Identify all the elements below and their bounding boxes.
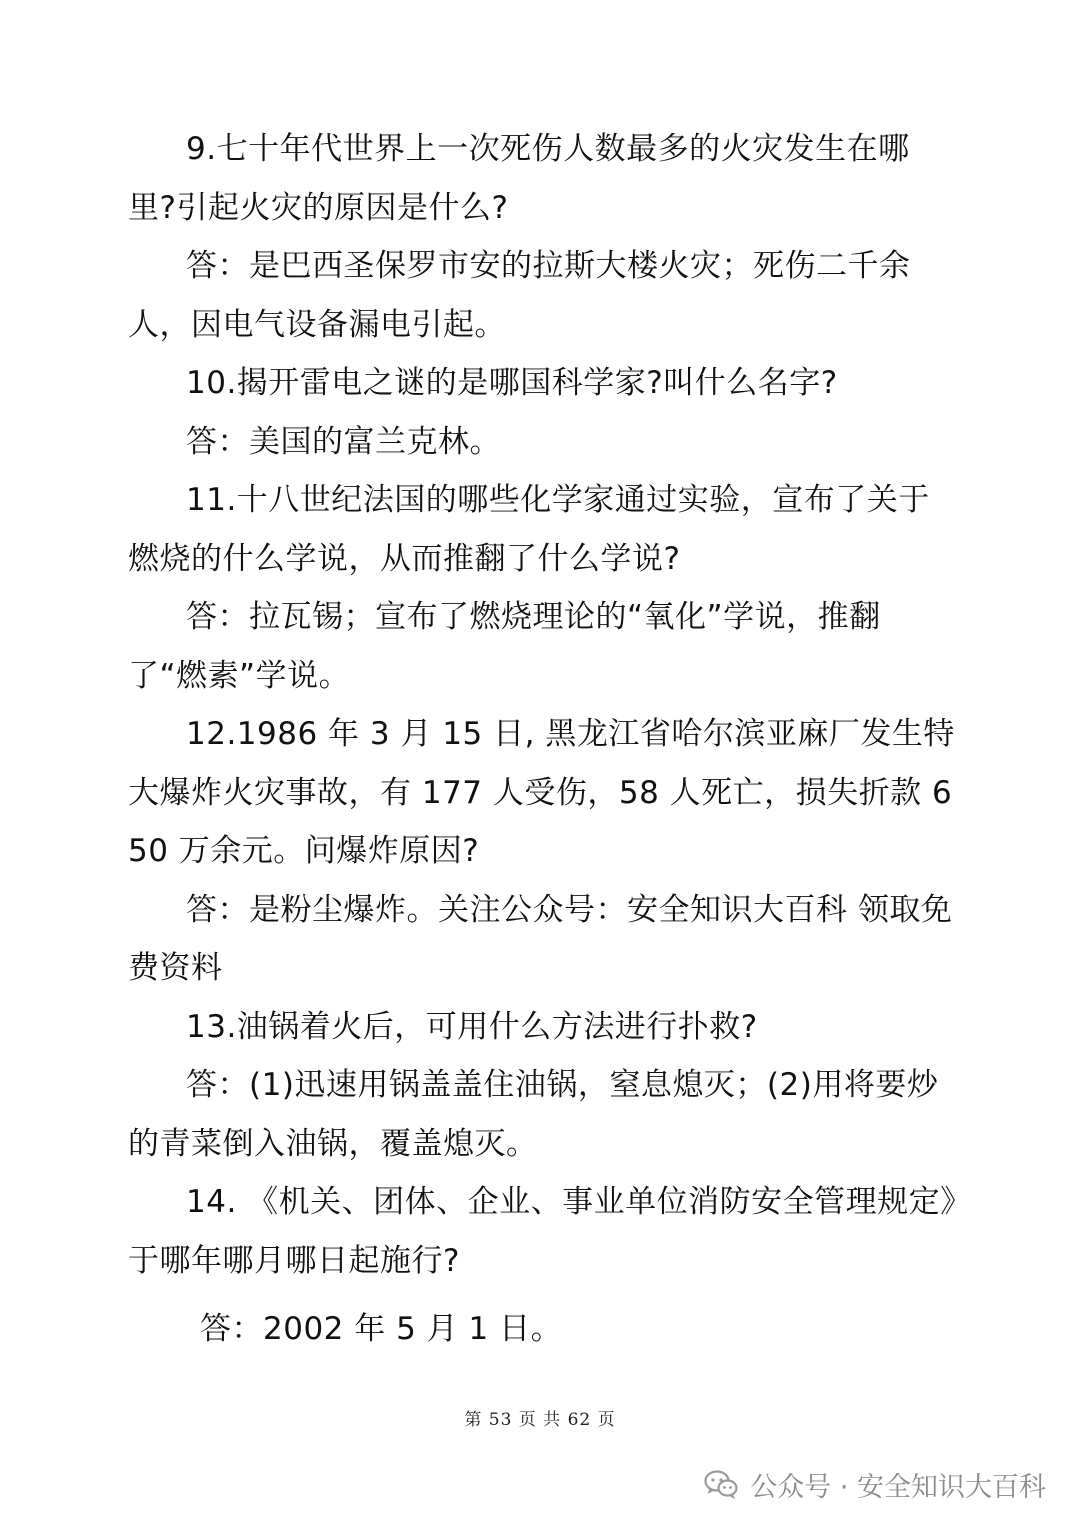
watermark (704, 1462, 1046, 1506)
paragraph-a14: 答：2002 年 5 月 1 日。 (200, 1311, 563, 1347)
paragraph-q9: 9.七十年代世界上一次死伤人数最多的火灾发生在哪里?引起火灾的原因是什么? (128, 131, 910, 226)
paragraph-a12: 答：是粉尘爆炸。关注公众号：安全知识大百科 领取免费资料 (128, 891, 953, 986)
paragraph-a10: 答：美国的富兰克林。 (186, 423, 501, 460)
paragraph-a13: 答：(1)迅速用锅盖盖住油锅，窒息熄灭；(2)用将要炒的青菜倒入油锅，覆盖熄灭。 (128, 1067, 939, 1162)
paragraph-q11: 11.十八世纪法国的哪些化学家通过实验，宣布了关于燃烧的什么学说，从而推翻了什么学说? (128, 482, 930, 577)
paragraph-a9: 答：是巴西圣保罗市安的拉斯大楼火灾；死伤二千余人，因电气设备漏电引起。 (128, 248, 911, 343)
paragraph-q12: 12.1986 年 3 月 15 日, 黑龙江省哈尔滨亚麻厂发生特大爆炸火灾事故，有 177 人受伤，58 人死亡，损失折款 650 万余元。问爆炸原因? (128, 716, 955, 869)
paragraph-q13: 13.油锅着火后，可用什么方法进行扑救? (186, 1008, 758, 1045)
wechat-icon (704, 1469, 738, 1499)
document-body (128, 120, 958, 1359)
page-footer: 第 53 页 共 62 页 (464, 1410, 616, 1430)
paragraph-a11: 答：拉瓦锡；宣布了燃烧理论的“氧化”学说，推翻了“燃素”学说。 (128, 599, 881, 694)
paragraph-q10: 10.揭开雷电之谜的是哪国科学家?叫什么名字? (186, 365, 838, 401)
watermark-text: 公众号 · 安全知识大百科 (750, 1471, 1046, 1503)
paragraph-q14: 14. 《机关、团体、企业、事业单位消防安全管理规定》于哪年哪月哪日起施行? (128, 1184, 957, 1279)
